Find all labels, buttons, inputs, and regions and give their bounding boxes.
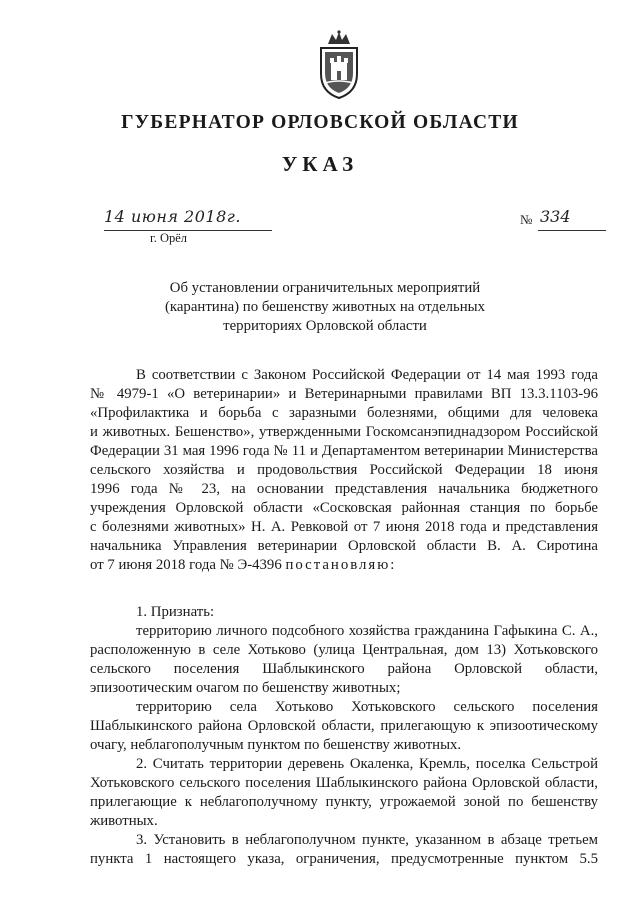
item-1a-line: расположенную в селе Хотьково (улица Центральная, дом 13) Хотьковского	[90, 642, 598, 658]
title-line: Об установлении ограничительных мероприятий	[169, 280, 481, 296]
decree-title	[150, 279, 500, 336]
preamble-line: учреждения Орловской области «Сосковская районная станция по борьбе	[90, 500, 598, 516]
preamble-last-line	[90, 556, 598, 575]
issuing-authority: ГУБЕРНАТОР ОРЛОВСКОЙ ОБЛАСТИ	[121, 112, 519, 133]
preamble-line: № 4979-1 «О ветеринарии» и Ветеринарными правилами ВП 13.3.1103-96	[90, 386, 598, 402]
preamble-line: «Профилактика и борьба с заразными болезнями, общими для человека	[90, 405, 598, 421]
decree-word: постановляю:	[285, 557, 397, 573]
preamble-line: сельского хозяйства и продовольствия Российской Федерации 18 июня	[90, 462, 598, 478]
number-underline	[538, 230, 606, 231]
document-type: УКАЗ	[281, 152, 359, 176]
preamble-line: 1996 года № 23, на основании представления начальника бюджетного	[90, 481, 598, 497]
item-2-line: животных.	[90, 813, 158, 829]
item-1a-line: сельского поселения Шаблыкинского района Орловской области,	[90, 661, 598, 677]
item-2-line: прилегающие к неблагополучному пункту, угрожаемой зоной по бешенству	[90, 794, 598, 810]
item-1b-line: территорию села Хотьково Хотьковского сельского поселения	[136, 699, 598, 715]
item-3-line: пункта 1 настоящего указа, ограничения, предусмотренные пунктом 5.5	[90, 851, 598, 867]
item-2-line: Хотьковского сельского поселения Шаблыкинского района Орловской области,	[90, 775, 598, 791]
preamble-line: Федерации 31 мая 1996 года № 11 и Департаментом ветеринарии Министерства	[90, 443, 598, 459]
item-3-line: 3. Установить в неблагополучном пункте, указанном в абзаце третьем	[136, 832, 598, 848]
preamble-line-start: от 7 июня 2018 года № Э-4396	[90, 557, 282, 573]
handwritten-date: 14 июня 2018г.	[104, 207, 241, 226]
item-2-line: 2. Считать территории деревень Окаленка, Кремль, поселка Сельстрой	[136, 756, 598, 772]
preamble-line: с болезнями животных» Н. А. Ревковой от 7 июня 2018 года и представления	[90, 519, 598, 535]
city-of-issue: г. Орёл	[150, 231, 188, 245]
coat-of-arms-icon	[318, 30, 360, 100]
handwritten-number: 334	[540, 207, 571, 226]
item-1-heading: 1. Признать:	[136, 604, 215, 620]
item-1b-line: очагу, неблагополучным пунктом по бешенству животных.	[90, 737, 462, 753]
date-underline	[104, 230, 272, 231]
date-field	[104, 207, 272, 231]
preamble-line: В соответствии с Законом Российской Федерации от 14 мая 1993 года	[136, 367, 598, 383]
item-1a-line: территорию личного подсобного хозяйства гражданина Гафыкина С. А.,	[136, 623, 598, 639]
title-line: территориях Орловской области	[223, 318, 427, 334]
document-number-field	[520, 207, 606, 231]
number-sign: №	[520, 212, 533, 227]
title-line: (карантина) по бешенству животных на отдельных	[164, 299, 486, 315]
item-1b-line: Шаблыкинского района Орловской области, прилегающую к эпизоотическому	[90, 718, 598, 734]
preamble-line: и животных. Бешенство», утвержденными Госкомсанэпиднадзором Российской	[90, 424, 598, 440]
item-1a-line: эпизоотическим очагом по бешенству животных;	[90, 680, 401, 696]
preamble-line: начальника Управления ветеринарии Орловской области В. А. Сиротина	[90, 538, 598, 554]
